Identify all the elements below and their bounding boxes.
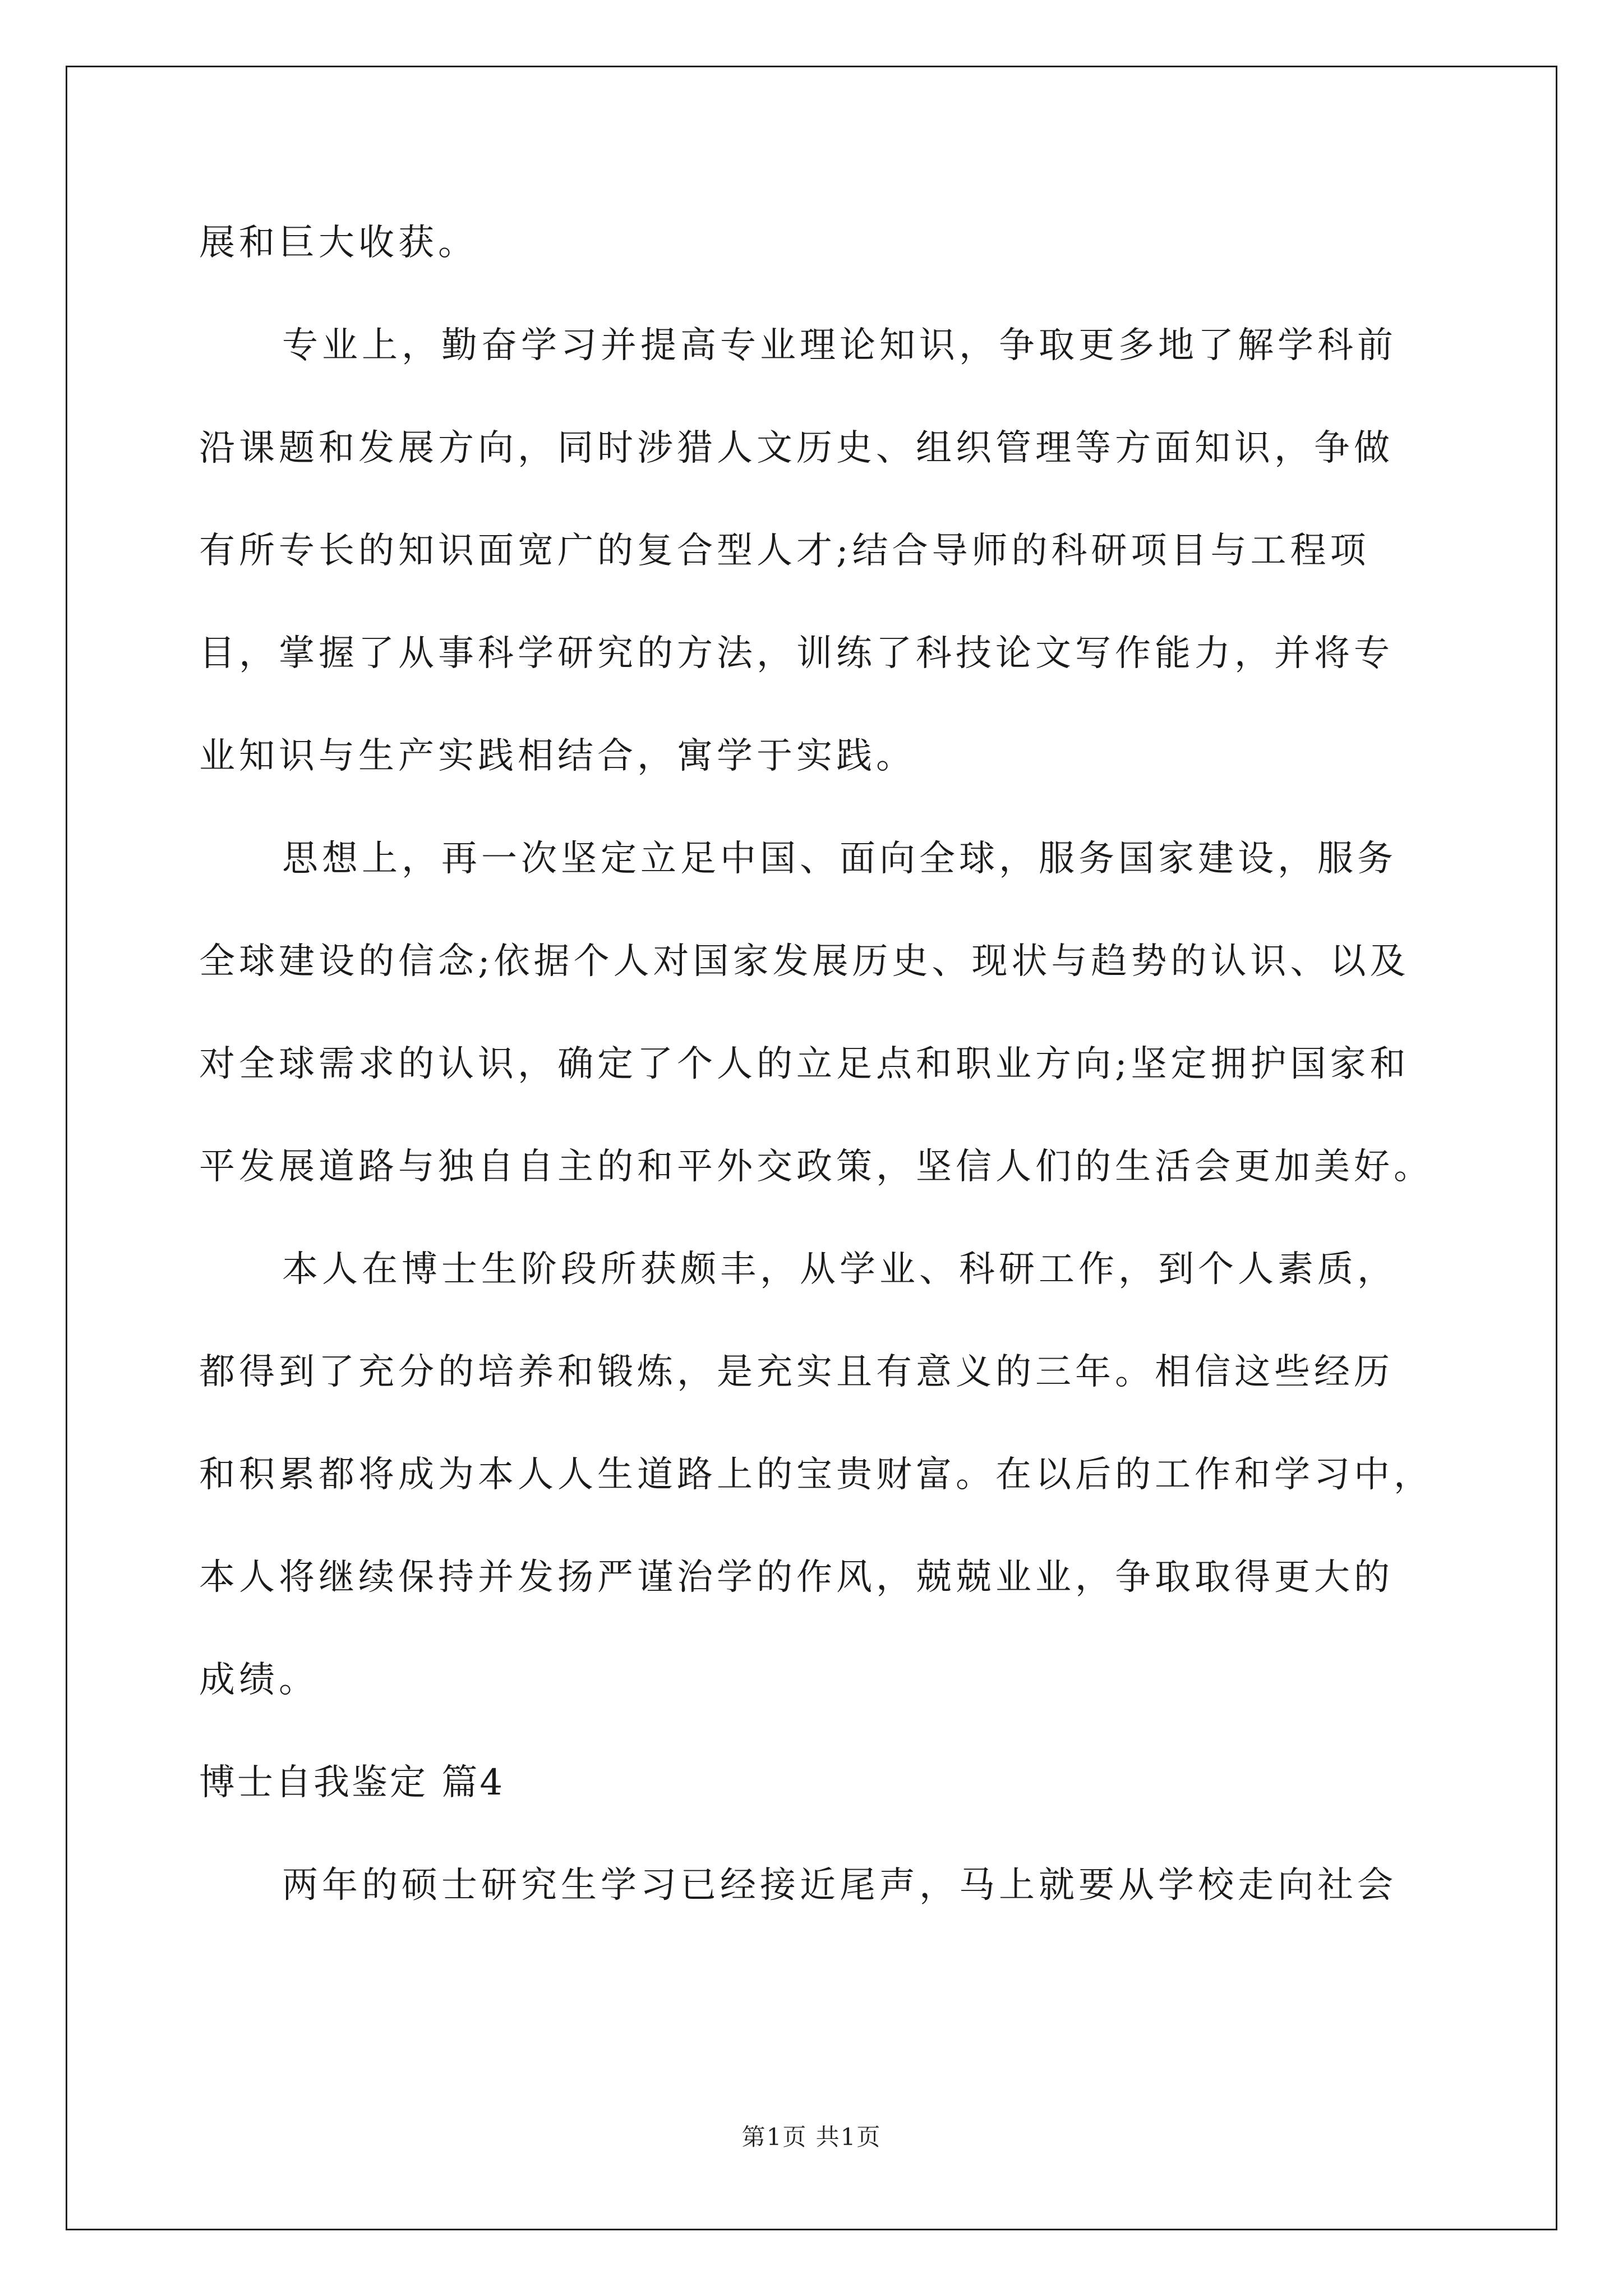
- paragraph-line: 业知识与生产实践相结合，寓学于实践。: [199, 735, 916, 777]
- paragraph-line: 有所专长的知识面宽广的复合型人才;结合导师的科研项目与工程项: [199, 530, 1370, 572]
- paragraph-line: 本人将继续保持并发扬严谨治学的作风，兢兢业业，争取取得更大的: [199, 1557, 1394, 1598]
- paragraph-line: 沿课题和发展方向，同时涉猎人文历史、组织管理等方面知识，争做: [199, 427, 1394, 469]
- paragraph-continuation-line: 展和巨大收获。: [199, 222, 478, 264]
- paragraph-line: 本人在博士生阶段所获颇丰，从学业、科研工作，到个人素质，: [282, 1249, 1397, 1290]
- paragraph-line: 全球建设的信念;依据个人对国家发展历史、现状与趋势的认识、以及: [199, 941, 1410, 982]
- page-number-footer: 第1页 共1页: [741, 2123, 882, 2151]
- paragraph-line: 成绩。: [199, 1659, 319, 1701]
- paragraph-line: 和积累都将成为本人人生道路上的宝贵财富。在以后的工作和学习中，: [199, 1454, 1433, 1496]
- paragraph-line: 都得到了充分的培养和锻炼，是充实且有意义的三年。相信这些经历: [199, 1351, 1394, 1393]
- paragraph-line: 对全球需求的认识，确定了个人的立足点和职业方向;坚定拥护国家和: [199, 1043, 1410, 1085]
- paragraph-line: 两年的硕士研究生学习已经接近尾声，马上就要从学校走向社会: [282, 1865, 1397, 1906]
- section-heading: 博士自我鉴定 篇4: [199, 1762, 505, 1803]
- paragraph-line: 目，掌握了从事科学研究的方法，训练了科技论文写作能力，并将专: [199, 633, 1394, 674]
- paragraph-line: 专业上，勤奋学习并提高专业理论知识，争取更多地了解学科前: [282, 325, 1397, 366]
- paragraph-line: 平发展道路与独自自主的和平外交政策，坚信人们的生活会更加美好。: [199, 1146, 1433, 1188]
- paragraph-line: 思想上，再一次坚定立足中国、面向全球，服务国家建设，服务: [282, 838, 1397, 880]
